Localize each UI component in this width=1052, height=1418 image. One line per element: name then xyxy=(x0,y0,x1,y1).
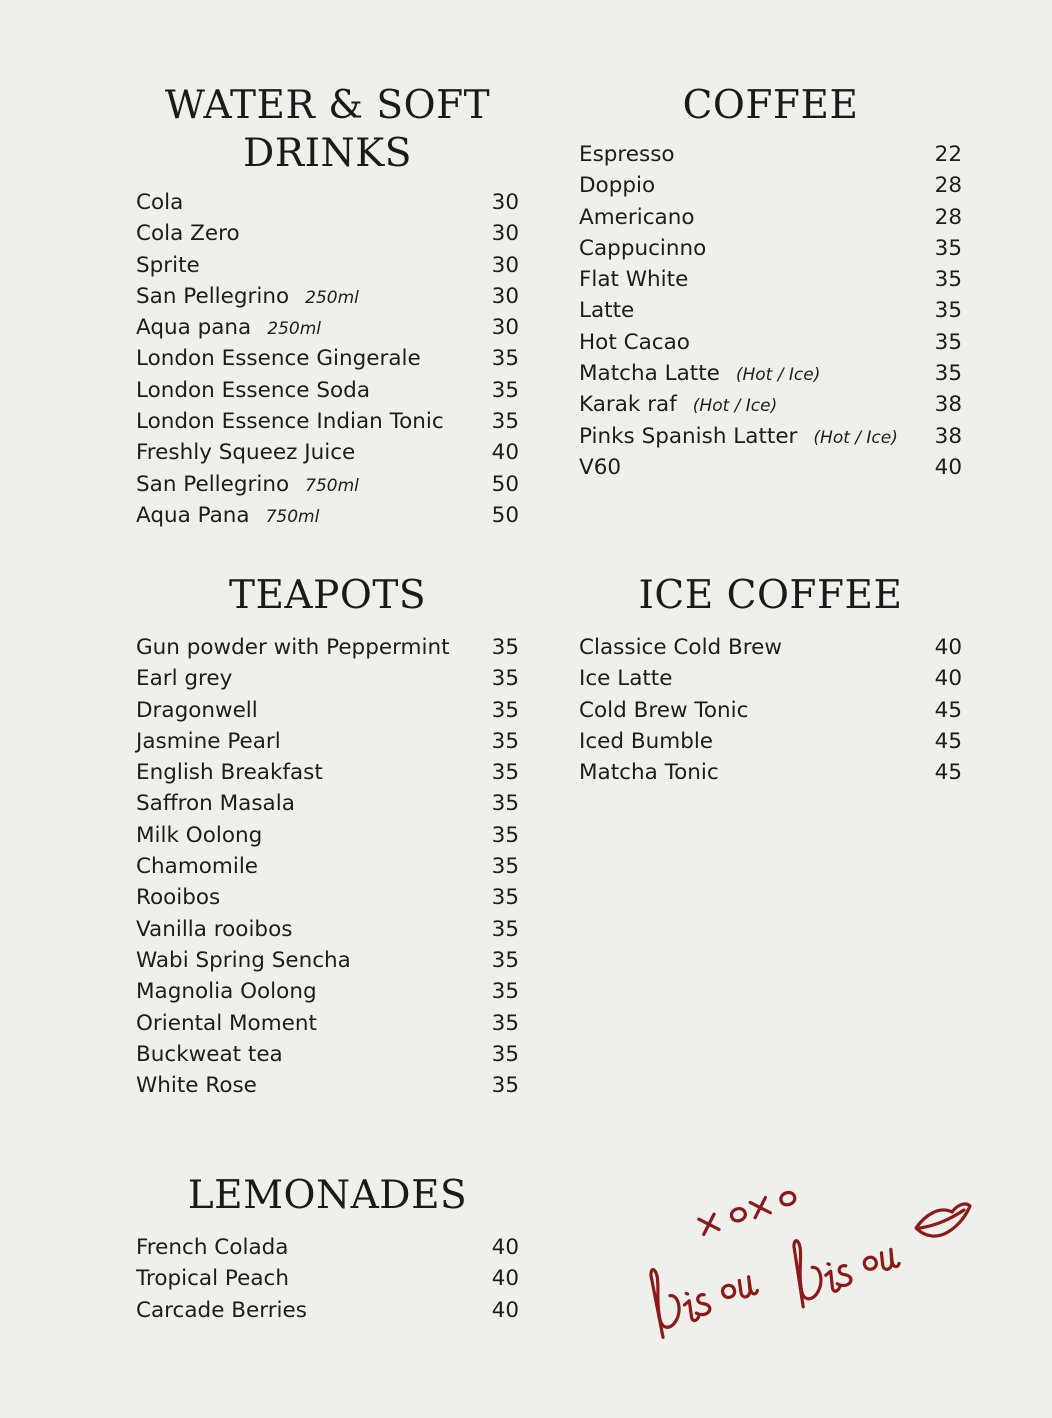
menu-item-name: Gun powder with Peppermint xyxy=(136,635,450,660)
menu-item xyxy=(136,1266,519,1297)
menu-item xyxy=(136,440,519,471)
menu-item-price: 40 xyxy=(491,1266,519,1292)
menu-item-left xyxy=(136,1042,283,1067)
menu-item-note: (Hot / Ice) xyxy=(735,365,821,386)
menu-item-left xyxy=(136,503,319,528)
menu-item-name: Doppio xyxy=(579,173,656,199)
menu-item-name: Wabi Spring Sencha xyxy=(136,947,351,973)
menu-item-price: 35 xyxy=(491,885,519,911)
menu-item-name: Cold Brew Tonic xyxy=(579,697,749,723)
menu-item xyxy=(136,948,519,979)
menu-item xyxy=(136,1011,519,1042)
menu-item-left xyxy=(136,760,323,785)
menu-item-note: (Hot / Ice) xyxy=(692,396,778,417)
menu-item xyxy=(136,253,519,284)
menu-item-name: French Colada xyxy=(136,1235,289,1260)
menu-item xyxy=(579,330,962,361)
menu-item-left xyxy=(136,823,262,848)
menu-item xyxy=(136,635,519,666)
menu-item-price: 35 xyxy=(934,267,962,293)
menu-item-price: 45 xyxy=(934,728,962,754)
section-coffee xyxy=(579,82,962,486)
menu-item-name: V60 xyxy=(579,454,622,480)
menu-item-name: Aqua pana xyxy=(136,315,252,341)
menu-item xyxy=(579,729,962,760)
menu-item xyxy=(579,173,962,204)
section-teapots xyxy=(136,572,519,1104)
menu-item xyxy=(136,221,519,252)
menu-item-name: Hot Cacao xyxy=(579,329,690,355)
menu-item xyxy=(136,791,519,822)
menu-item-left xyxy=(136,409,444,434)
menu-item-price: 35 xyxy=(491,409,519,435)
menu-item-left xyxy=(579,361,820,386)
lips-icon xyxy=(916,1204,970,1236)
menu-item-name: Iced Bumble xyxy=(579,728,714,754)
menu-list xyxy=(579,142,962,486)
menu-item-price: 38 xyxy=(934,423,962,449)
menu-item-left xyxy=(136,1298,307,1323)
menu-item-price: 35 xyxy=(491,822,519,848)
menu-item-name: Freshly Squeez Juice xyxy=(136,440,356,466)
menu-item-name: Earl grey xyxy=(136,666,233,692)
menu-item-left xyxy=(136,917,292,942)
menu-item xyxy=(136,885,519,916)
menu-item-name: Oriental Moment xyxy=(136,1010,317,1036)
menu-item-name: Pinks Spanish Latter xyxy=(579,423,798,449)
menu-item xyxy=(579,698,962,729)
menu-item-name: Dragonwell xyxy=(136,697,258,723)
section-lemonades xyxy=(136,1172,519,1329)
menu-item-price: 35 xyxy=(934,361,962,387)
menu-item-price: 40 xyxy=(491,1235,519,1260)
menu-item xyxy=(579,666,962,697)
menu-item-left xyxy=(136,378,370,403)
menu-item xyxy=(136,854,519,885)
menu-item-price: 45 xyxy=(934,697,962,723)
menu-item-left xyxy=(579,455,621,480)
menu-item-price: 28 xyxy=(934,173,962,199)
bisou-script-1 xyxy=(638,1236,760,1337)
menu-item-left xyxy=(136,1266,289,1291)
menu-item-price: 35 xyxy=(491,1041,519,1067)
menu-item-left xyxy=(136,1011,317,1036)
menu-item-name: White Rose xyxy=(136,1073,257,1099)
menu-item xyxy=(579,236,962,267)
section-title: ICE COFFEE xyxy=(638,573,903,618)
menu-item xyxy=(136,409,519,440)
menu-item-left xyxy=(136,791,295,816)
menu-list xyxy=(136,635,519,1104)
menu-item xyxy=(579,392,962,423)
menu-item xyxy=(579,361,962,392)
menu-item-name: Matcha Latte xyxy=(579,361,720,387)
menu-item-left xyxy=(136,472,359,497)
menu-item-note: 750ml xyxy=(305,475,359,496)
menu-item-left xyxy=(136,948,351,973)
xoxo-script xyxy=(699,1189,797,1235)
menu-item-price: 45 xyxy=(934,760,962,786)
menu-item-name: Buckweat tea xyxy=(136,1041,283,1067)
menu-list xyxy=(579,635,962,791)
menu-item xyxy=(579,298,962,329)
menu-item-price: 35 xyxy=(491,728,519,754)
menu-item-price: 38 xyxy=(934,392,962,418)
menu-item-left xyxy=(136,854,258,879)
menu-item-name: London Essence Gingerale xyxy=(136,346,421,372)
menu-item xyxy=(579,455,962,486)
menu-item-left xyxy=(136,346,421,371)
menu-item-left xyxy=(579,760,719,785)
section-ice-coffee xyxy=(579,572,962,791)
menu-item-price: 40 xyxy=(491,440,519,466)
menu-item-price: 22 xyxy=(934,142,962,167)
signature-bisou-bisou xyxy=(620,1170,980,1350)
menu-item-name: London Essence Indian Tonic xyxy=(136,409,444,435)
menu-item xyxy=(136,760,519,791)
menu-item-left xyxy=(136,1235,288,1260)
menu-item-name: Cola xyxy=(136,190,184,215)
menu-item-price: 35 xyxy=(934,235,962,261)
menu-item-price: 35 xyxy=(491,346,519,372)
menu-item-left xyxy=(579,142,675,167)
menu-item-name: Matcha Tonic xyxy=(579,760,719,786)
menu-item xyxy=(579,760,962,791)
menu-item-name: Karak raf xyxy=(579,392,677,418)
menu-item-note: 750ml xyxy=(265,506,320,527)
menu-item-price: 35 xyxy=(491,979,519,1005)
menu-item-price: 50 xyxy=(491,502,519,528)
menu-item xyxy=(136,1235,519,1266)
menu-item-price: 35 xyxy=(491,947,519,973)
menu-item xyxy=(136,503,519,534)
menu-list xyxy=(136,1235,519,1329)
menu-item xyxy=(579,142,962,173)
menu-item-note: (Hot / Ice) xyxy=(813,427,898,448)
menu-item xyxy=(136,979,519,1010)
menu-item-price: 35 xyxy=(491,635,519,660)
menu-item-left xyxy=(136,979,317,1004)
menu-item-name: Sprite xyxy=(136,252,200,278)
menu-item-left xyxy=(579,236,706,261)
section-title: WATER & SOFT DRINKS xyxy=(164,83,491,176)
menu-item-price: 28 xyxy=(934,204,962,230)
menu-item-name: Classice Cold Brew xyxy=(579,635,782,660)
menu-item xyxy=(136,472,519,503)
menu-item-left xyxy=(136,440,355,465)
menu-item-price: 40 xyxy=(491,1297,519,1323)
menu-item-name: Saffron Masala xyxy=(136,791,295,817)
menu-item-left xyxy=(579,330,690,355)
menu-item-note: 250ml xyxy=(305,287,359,308)
menu-item-price: 35 xyxy=(491,1073,519,1099)
menu-item-price: 35 xyxy=(491,377,519,403)
menu-item-left xyxy=(136,1073,257,1098)
section-title: TEAPOTS xyxy=(228,573,427,618)
menu-item-name: Aqua Pana xyxy=(136,502,250,528)
menu-item xyxy=(136,917,519,948)
menu-item-name: Rooibos xyxy=(136,885,221,911)
menu-item-note: 250ml xyxy=(267,319,321,340)
menu-item xyxy=(136,1298,519,1329)
menu-item-price: 35 xyxy=(934,329,962,355)
menu-item-price: 50 xyxy=(491,471,519,497)
menu-item xyxy=(136,346,519,377)
menu-item-name: Milk Oolong xyxy=(136,822,263,848)
menu-item-price: 40 xyxy=(934,454,962,480)
menu-item-name: San Pellegrino xyxy=(136,471,290,497)
menu-item-left xyxy=(136,221,240,246)
menu-item-left xyxy=(579,729,713,754)
menu-item-price: 35 xyxy=(491,1010,519,1036)
menu-item xyxy=(579,635,962,666)
menu-item xyxy=(136,729,519,760)
menu-item-left xyxy=(579,392,777,417)
menu-item-price: 30 xyxy=(491,283,519,309)
menu-item-price: 30 xyxy=(491,190,519,215)
menu-item-price: 35 xyxy=(491,697,519,723)
menu-item-price: 35 xyxy=(491,854,519,880)
section-title: COFFEE xyxy=(682,83,859,128)
menu-item-left xyxy=(579,267,688,292)
menu-item-left xyxy=(579,424,898,449)
menu-item-left xyxy=(136,885,220,910)
menu-item xyxy=(136,190,519,221)
menu-item-name: English Breakfast xyxy=(136,760,323,786)
menu-item-left xyxy=(579,173,655,198)
menu-item-name: Americano xyxy=(579,204,695,230)
section-water-soft-drinks xyxy=(136,82,519,534)
menu-item-left xyxy=(579,666,672,691)
menu-item-name: Jasmine Pearl xyxy=(136,728,281,754)
menu-item-left xyxy=(136,698,258,723)
menu-item-name: Magnolia Oolong xyxy=(136,979,317,1005)
menu-item-name: Tropical Peach xyxy=(136,1266,289,1292)
menu-item-name: Cappucinno xyxy=(579,235,707,261)
menu-item-left xyxy=(136,190,183,215)
menu-item-price: 30 xyxy=(491,252,519,278)
menu-item-price: 40 xyxy=(934,635,962,660)
menu-item xyxy=(136,378,519,409)
menu-item-left xyxy=(136,729,281,754)
menu-item-left xyxy=(579,635,782,660)
menu-item-name: Vanilla rooibos xyxy=(136,916,293,942)
menu-item-name: Cola Zero xyxy=(136,221,240,247)
menu-item-name: Flat White xyxy=(579,267,689,293)
menu-item xyxy=(136,315,519,346)
menu-item-left xyxy=(136,666,232,691)
menu-item-price: 35 xyxy=(934,298,962,324)
bisou-script-2 xyxy=(781,1210,902,1307)
menu-item xyxy=(136,284,519,315)
menu-item-name: San Pellegrino xyxy=(136,283,290,309)
menu-item-name: Latte xyxy=(579,298,635,324)
menu-list xyxy=(136,190,519,534)
menu-item-left xyxy=(579,205,694,230)
menu-item-left xyxy=(579,698,748,723)
menu-item-price: 35 xyxy=(491,916,519,942)
menu-item-name: Ice Latte xyxy=(579,666,673,692)
menu-item-price: 35 xyxy=(491,791,519,817)
menu-item-price: 40 xyxy=(934,666,962,692)
menu-item-left xyxy=(136,284,359,309)
menu-item xyxy=(579,205,962,236)
menu-item xyxy=(579,424,962,455)
menu-item-name: Chamomile xyxy=(136,854,259,880)
menu-item-name: London Essence Soda xyxy=(136,377,370,403)
menu-item-price: 30 xyxy=(491,221,519,247)
menu-item xyxy=(136,1073,519,1104)
menu-item-price: 35 xyxy=(491,666,519,692)
menu-item-name: Espresso xyxy=(579,142,675,167)
menu-item xyxy=(136,698,519,729)
menu-item xyxy=(579,267,962,298)
menu-item-price: 30 xyxy=(491,315,519,341)
menu-item xyxy=(136,666,519,697)
menu-item xyxy=(136,823,519,854)
menu-item-price: 35 xyxy=(491,760,519,786)
menu-item xyxy=(136,1042,519,1073)
menu-item-left xyxy=(579,298,634,323)
section-title: LEMONADES xyxy=(187,1173,468,1218)
menu-item-left xyxy=(136,635,450,660)
menu-item-name: Carcade Berries xyxy=(136,1297,307,1323)
menu-item-left xyxy=(136,253,200,278)
menu-item-left xyxy=(136,315,321,340)
